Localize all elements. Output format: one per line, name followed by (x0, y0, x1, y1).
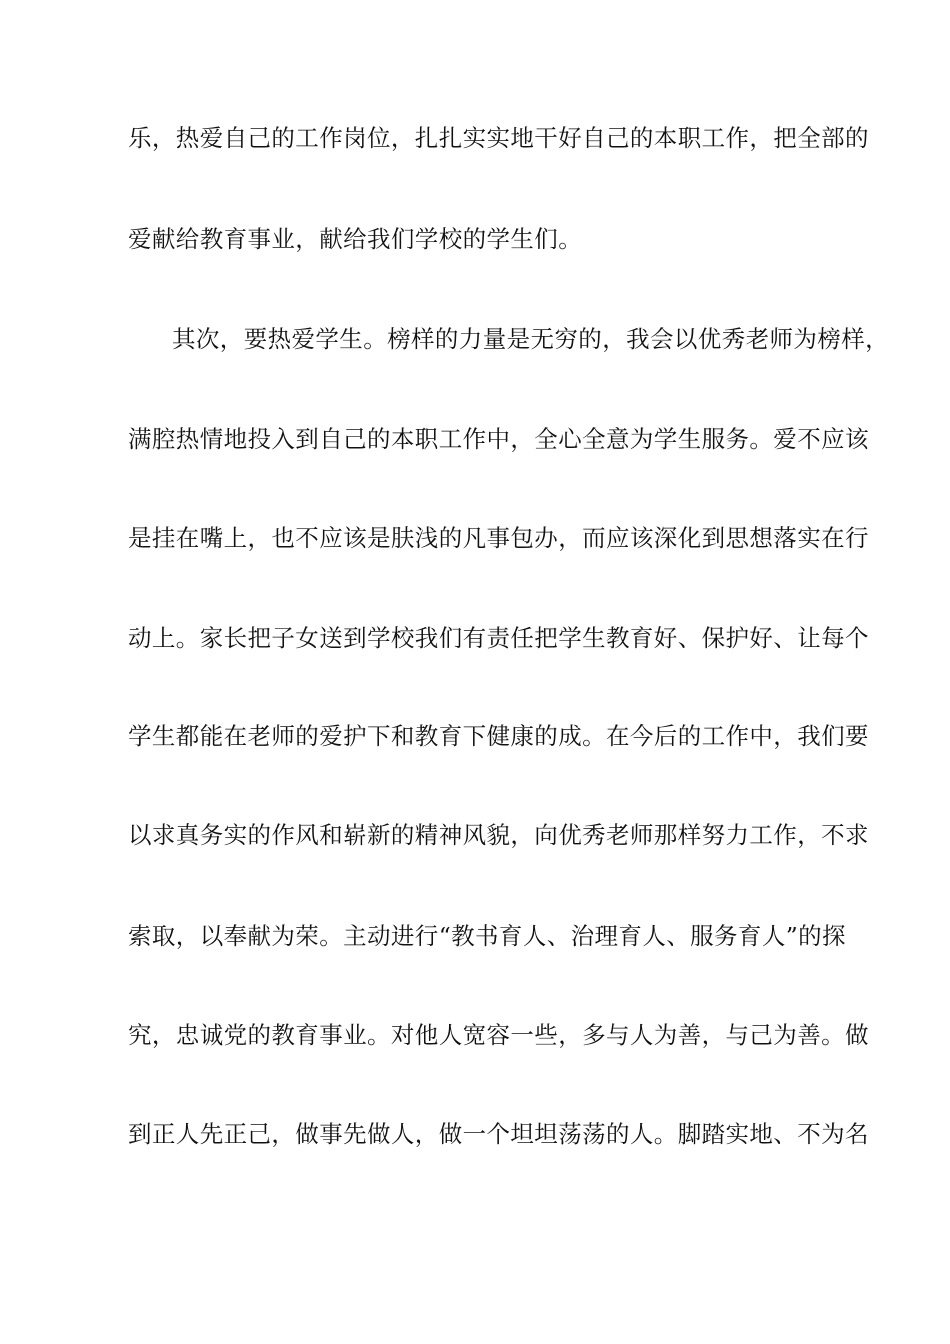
text-line: 以求真务实的作风和崭新的精神风貌，向优秀老师那样努力工作，不求 (128, 821, 869, 849)
text-line: 爱献给教育事业，献给我们学校的学生们。 (128, 225, 583, 253)
text-line: 乐，热爱自己的工作岗位，扎扎实实地干好自己的本职工作，把全部的 (128, 124, 869, 152)
text-line: 动上。家长把子女送到学校我们有责任把学生教育好、保护好、让每个 (128, 624, 869, 652)
text-line: 满腔热情地投入到自己的本职工作中，全心全意为学生服务。爱不应该 (128, 425, 869, 453)
text-line: 索取，以奉献为荣。主动进行“教书育人、治理育人、服务育人”的探 (128, 922, 846, 950)
text-line: 究，忠诚党的教育事业。对他人宽容一些，多与人为善，与己为善。做 (128, 1021, 869, 1049)
text-line: 学生都能在老师的爱护下和教育下健康的成。在今后的工作中，我们要 (128, 722, 869, 750)
text-line: 到正人先正己，做事先做人，做一个坦坦荡荡的人。脚踏实地、不为名 (128, 1120, 869, 1148)
paragraph-start-line: 其次，要热爱学生。榜样的力量是无穷的，我会以优秀老师为榜样， (172, 325, 889, 353)
text-line: 是挂在嘴上，也不应该是肤浅的凡事包办，而应该深化到思想落实在行 (128, 524, 869, 552)
